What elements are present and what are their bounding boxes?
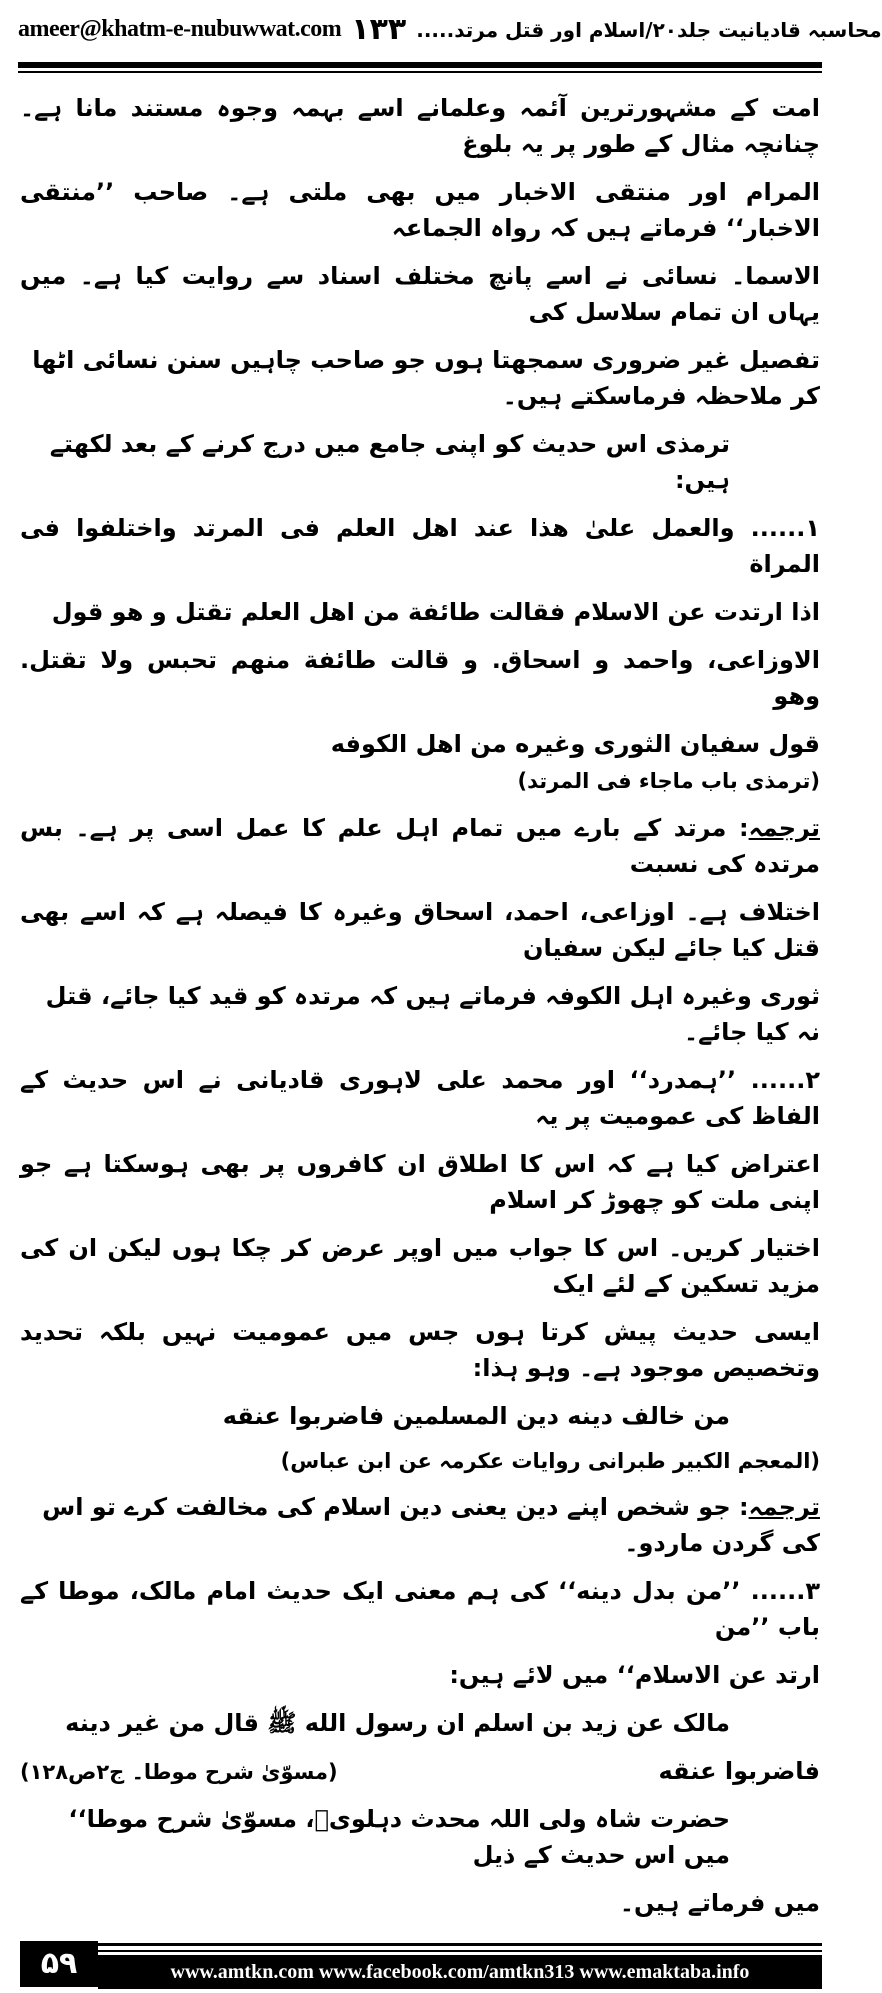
translation-label: ترجمہ bbox=[748, 813, 820, 842]
body-line: المرام اور منتقی الاخبار میں بھی ملتی ہے۔ صاحب ’’منتقی الاخبار‘‘ فرماتے ہیں کہ رواہ الجماعہ bbox=[20, 178, 820, 242]
arabic-line: ۱...... والعمل علیٰ هذا عند اهل العلم فی المرتد واختلفوا فی المراة bbox=[20, 514, 820, 578]
arabic-hadith: مالک عن زید بن اسلم ان رسول الله ﷺ قال من غیر دینه bbox=[65, 1709, 730, 1737]
body-line: ۲...... ’’ہمدرد‘‘ اور محمد علی لاہوری قادیانی نے اس حدیث کے الفاظ کی عمومیت پر یہ bbox=[20, 1065, 820, 1130]
body-line: ارتد عن الاسلام‘‘ میں لائے ہیں: bbox=[449, 1661, 820, 1689]
body-line: میں فرماتے ہیں۔ bbox=[619, 1889, 820, 1917]
translation-line: اختلاف ہے۔ اوزاعی، احمد، اسحاق وغیرہ کا فیصلہ ہے کہ اسے بھی قتل کیا جائے لیکن سفیان bbox=[20, 897, 820, 962]
header-email: ameer@khatm-e-nubuwwat.com bbox=[18, 16, 342, 42]
arabic-line: اذا ارتدت عن الاسلام فقالت طائفة من اهل العلم تقتل و هو قول bbox=[51, 598, 820, 626]
translation-line: ترجمہ: مرتد کے بارے میں تمام اہل علم کا عمل اسی پر ہے۔ بس مرتدہ کی نسبت bbox=[20, 813, 820, 878]
footer-links[interactable]: www.amtkn.com www.facebook.com/amtkn313 www.emaktaba.info bbox=[98, 1955, 822, 1989]
footer-rule bbox=[98, 1943, 822, 1946]
arabic-hadith: فاضربوا عنقه bbox=[658, 1757, 820, 1785]
arabic-line: الاوزاعی، واحمد و اسحاق. و قالت طائفة منهم تحبس ولا تقتل. وهو bbox=[20, 646, 820, 710]
footer-page-number: ۵۹ bbox=[20, 1941, 98, 1987]
translation-line: ثوری وغیرہ اہل الکوفہ فرماتے ہیں کہ مرتدہ کو قید کیا جائے، قتل نہ کیا جائے۔ bbox=[45, 981, 820, 1046]
header-page-number: ۱۳۳ bbox=[351, 12, 407, 47]
footer-rule bbox=[98, 1950, 822, 1952]
body-line: تفصیل غیر ضروری سمجھتا ہوں جو صاحب چاہیں سنن نسائی اٹھا کر ملاحظہ فرماسکتے ہیں۔ bbox=[32, 346, 820, 410]
citation-musawwa: (مسوّیٰ شرح موطا۔ ج۲ص۱۲۸) bbox=[20, 1760, 338, 1784]
body-line: اعتراض کیا ہے کہ اس کا اطلاق ان کافروں پر بھی ہوسکتا ہے جو اپنی ملت کو چھوڑ کر اسلام bbox=[20, 1149, 820, 1214]
citation-tirmidhi: (ترمذی باب ماجاء فی المرتد) bbox=[517, 769, 820, 793]
body-line: ایسی حدیث پیش کرتا ہوں جس میں عمومیت نہیں بلکہ تحدید وتخصیص موجود ہے۔ وہو ہذا: bbox=[20, 1317, 820, 1382]
body-line: ۳...... ’’من بدل دینه‘‘ کی ہم معنی ایک حدیث امام مالک، موطا کے باب ’’من bbox=[20, 1577, 820, 1641]
arabic-line-with-citation bbox=[20, 1753, 820, 1789]
page-footer bbox=[20, 1941, 822, 1989]
citation-tabarani: (المعجم الکبیر طبرانی روایات عکرمہ عن ابن عباس) bbox=[280, 1448, 820, 1473]
translation-label: ترجمہ bbox=[748, 1493, 820, 1521]
page-header bbox=[18, 0, 882, 76]
body-line: الاسما۔ نسائی نے اسے پانچ مختلف اسناد سے روایت کیا ہے۔ میں یہاں ان تمام سلاسل کی bbox=[20, 262, 820, 326]
body-line: امت کے مشہورترین آئمہ وعلمانے اسے بہمہ وجوہ مستند مانا ہے۔ چنانچہ مثال کے طور پر یہ بلوغ bbox=[20, 94, 820, 158]
translation-line: ترجمہ: جو شخص اپنے دین یعنی دین اسلام کی مخالفت کرے تو اس کی گردن ماردو۔ bbox=[42, 1493, 820, 1557]
arabic-hadith: من خالف دینه دین المسلمین فاضربوا عنقه bbox=[222, 1401, 730, 1430]
header-book-title: محاسبہ قادیانیت جلد۲۰/اسلام اور قتل مرتد..... bbox=[416, 17, 882, 42]
body-line: ترمذی اس حدیث کو اپنی جامع میں درج کرنے کے بعد لکھتے ہیں: bbox=[49, 430, 730, 494]
page-body bbox=[20, 90, 820, 1921]
header-rule-thin bbox=[18, 71, 822, 73]
body-line: حضرت شاہ ولی اللہ محدث دہلویؒ، مسوّیٰ شرح موطا‘‘ میں اس حدیث کے ذیل bbox=[68, 1805, 730, 1869]
arabic-line-with-citation bbox=[20, 726, 820, 798]
arabic-line: قول سفیان الثوری وغیره من اهل الکوفه bbox=[330, 730, 820, 758]
header-rule-thick bbox=[18, 62, 822, 68]
body-line: اختیار کریں۔ اس کا جواب میں اوپر عرض کر چکا ہوں لیکن ان کی مزید تسکین کے لئے ایک bbox=[20, 1233, 820, 1298]
